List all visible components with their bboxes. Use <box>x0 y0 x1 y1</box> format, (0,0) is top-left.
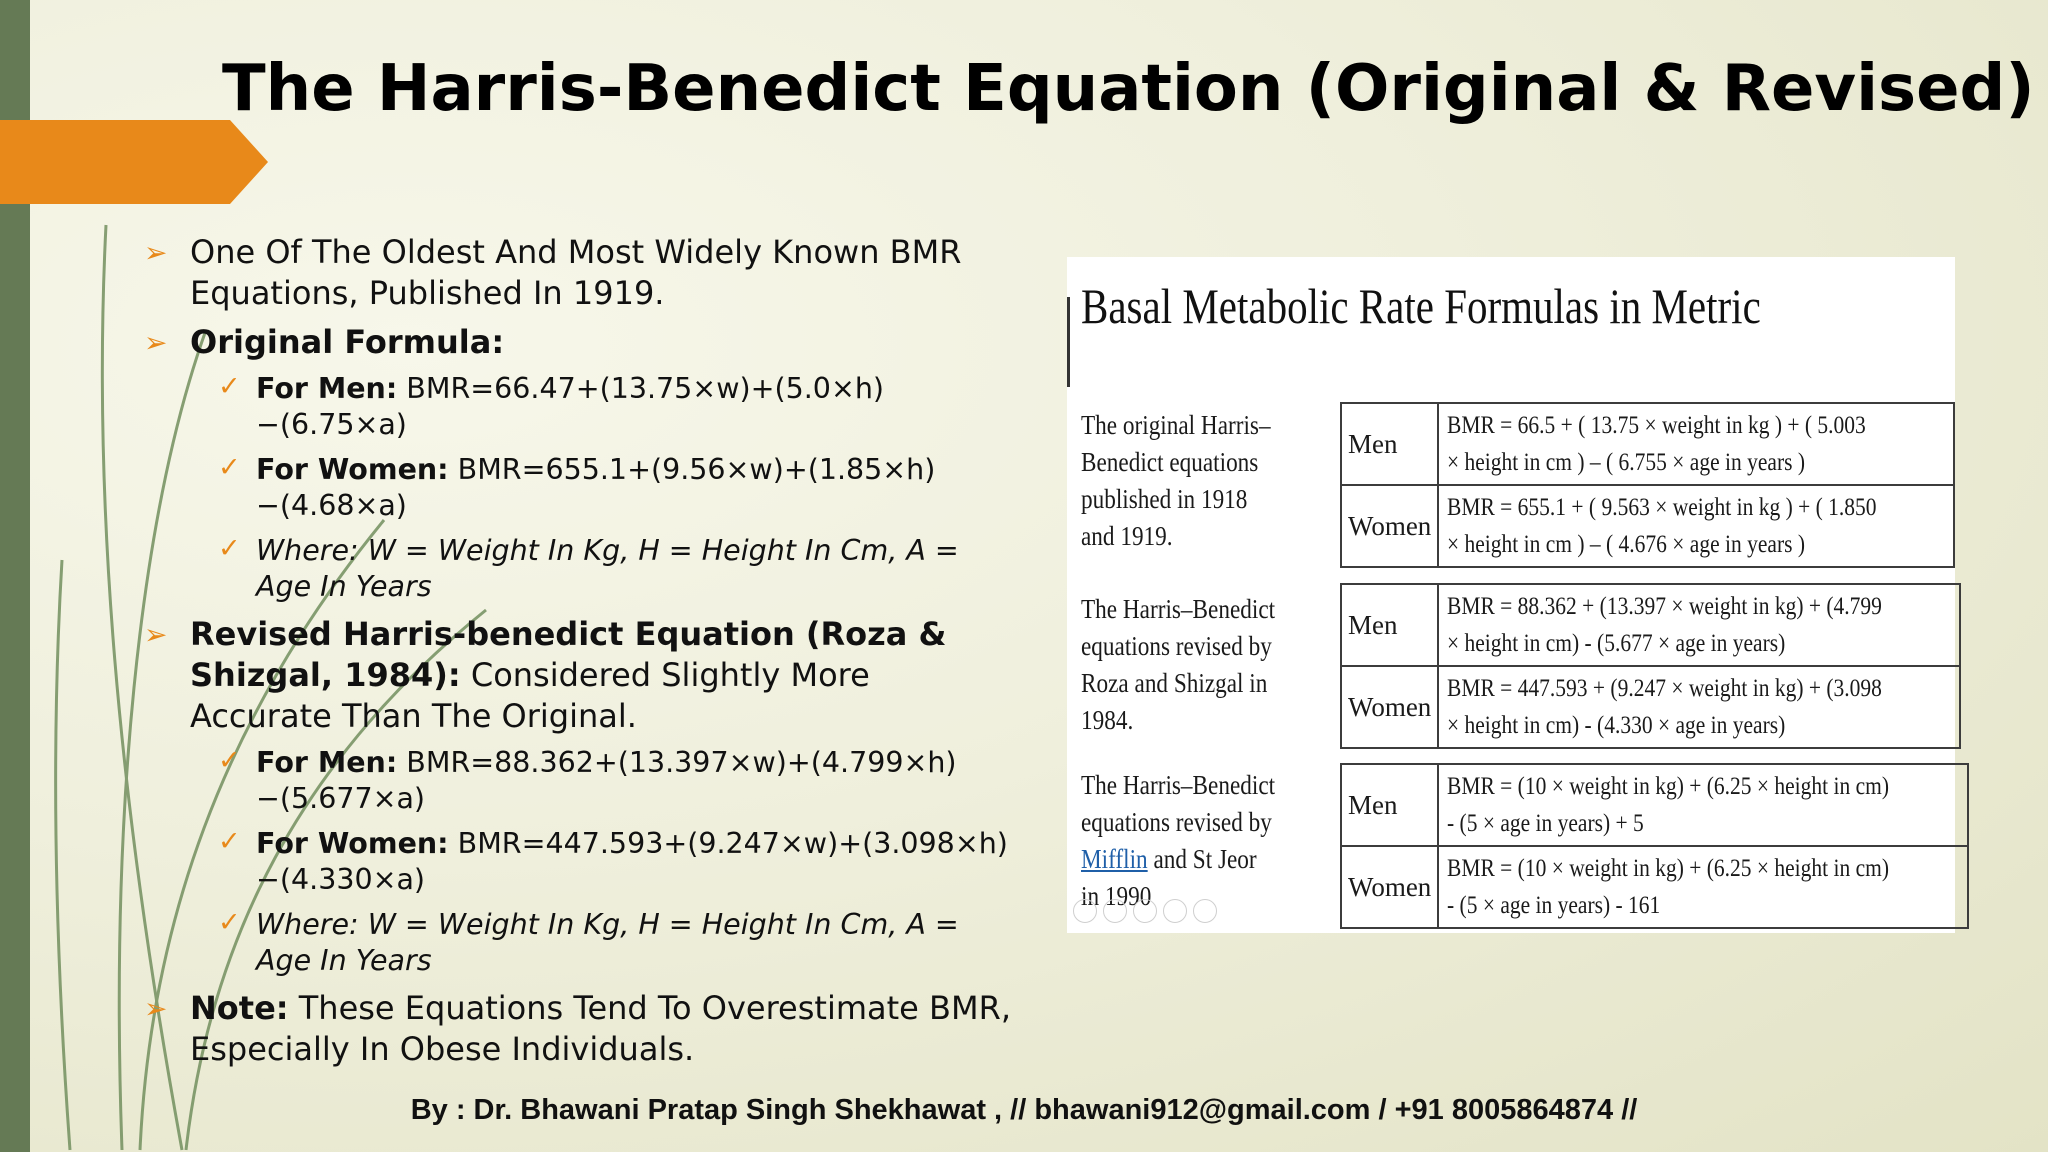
formula-cell <box>1438 764 1968 846</box>
formula-line: BMR = 655.1 + ( 9.563 × weight in kg ) + ( 1.850 <box>1447 494 1877 521</box>
revised-men-label: For Men: <box>256 746 398 779</box>
panel-title: Basal Metabolic Rate Formulas in Metric <box>1081 278 1761 334</box>
mifflin-label-pre: The Harris–Benedict equations revised by <box>1081 770 1276 837</box>
revised-women-label: For Women: <box>256 827 449 860</box>
formula-line: BMR = 88.362 + (13.397 × weight in kg) + (4.799 <box>1447 593 1883 620</box>
original-women-label: For Women: <box>256 453 449 486</box>
formula-line: × height in cm) - (4.330 × age in years) <box>1447 712 1786 739</box>
checkmark-bullet-icon: ✓ <box>218 533 241 564</box>
gender-cell: Women <box>1341 485 1438 567</box>
formula-cell <box>1438 485 1953 567</box>
footer-credit: By : Dr. Bhawani Pratap Singh Shekhawat , // bhawani912@gmail.com / +91 8005864874 // <box>410 1094 1638 1126</box>
orange-arrow-accent <box>0 120 268 204</box>
sub-bullet-original-women <box>140 452 1020 524</box>
note-label: Note: <box>190 989 289 1027</box>
table-row <box>1341 846 1968 928</box>
checkmark-bullet-icon: ✓ <box>218 826 241 857</box>
revised-women-formula: BMR=447.593+(9.247×w)+(3.098×h)−(4.330×a) <box>256 827 1008 896</box>
sub-bullet-revised-women <box>140 826 1020 898</box>
arrow-bullet-icon: ➢ <box>144 618 168 651</box>
formula-cell <box>1438 666 1960 748</box>
player-prev-icon[interactable] <box>1073 899 1097 923</box>
sub-bullet-revised-where <box>140 907 1020 979</box>
slide-title: The Harris-Benedict Equation (Original & Revised) <box>222 52 2035 126</box>
bullet-list <box>140 232 1020 1078</box>
player-slides-icon[interactable] <box>1133 899 1157 923</box>
group-label-mifflin <box>1081 767 1279 915</box>
gender-cell: Women <box>1341 666 1438 748</box>
formula-cell <box>1438 846 1968 928</box>
arrow-bullet-icon: ➢ <box>144 236 168 269</box>
revised-men-formula: BMR=88.362+(13.397×w)+(4.799×h)−(5.677×a) <box>256 746 957 815</box>
gender-cell: Women <box>1341 846 1438 928</box>
table-row <box>1341 666 1960 748</box>
table-row <box>1341 764 1968 846</box>
original-men-formula: BMR=66.47+(13.75×w)+(5.0×h)−(6.75×a) <box>256 372 885 441</box>
checkmark-bullet-icon: ✓ <box>218 371 241 402</box>
gender-cell: Men <box>1341 764 1438 846</box>
formula-line: BMR = 66.5 + ( 13.75 × weight in kg ) + ( 5.003 <box>1447 412 1867 439</box>
bullet-intro <box>140 232 1020 314</box>
revised-heading: Revised Harris-benedict Equation (Roza & Shizgal, 1984): <box>190 615 947 694</box>
formula-line: - (5 × age in years) + 5 <box>1447 810 1645 837</box>
revised-description: Considered Slightly More Accurate Than The Original. <box>190 656 870 735</box>
formula-line: BMR = (10 × weight in kg) + (6.25 × height in cm) <box>1447 773 1890 800</box>
original-women-formula: BMR=655.1+(9.56×w)+(1.85×h)−(4.68×a) <box>256 453 936 522</box>
sub-bullet-original-men <box>140 371 1020 443</box>
gender-cell: Men <box>1341 403 1438 485</box>
original-formula-heading: Original Formula: <box>190 323 505 361</box>
formula-cell <box>1438 403 1953 485</box>
sub-bullet-original-where <box>140 533 1020 605</box>
table-row <box>1341 403 1954 485</box>
gender-cell: Men <box>1341 584 1438 666</box>
bmr-formulas-image <box>1067 257 1955 933</box>
checkmark-bullet-icon: ✓ <box>218 452 241 483</box>
formula-line: × height in cm) - (5.677 × age in years) <box>1447 630 1786 657</box>
player-more-icon[interactable] <box>1193 899 1217 923</box>
original-men-label: For Men: <box>256 372 398 405</box>
formula-table-mifflin <box>1340 763 1969 929</box>
formula-line: × height in cm ) – ( 4.676 × age in years ) <box>1447 531 1806 558</box>
bullet-original-formula <box>140 322 1020 363</box>
arrow-bullet-icon: ➢ <box>144 326 168 359</box>
original-where-text: Where: W = Weight In Kg, H = Height In Cm, A = Age In Years <box>256 534 959 603</box>
formula-table-original <box>1340 402 1955 568</box>
revised-where-text: Where: W = Weight In Kg, H = Height In Cm, A = Age In Years <box>256 908 959 977</box>
sub-bullet-revised-men <box>140 745 1020 817</box>
player-pen-icon[interactable] <box>1103 899 1127 923</box>
mifflin-link[interactable]: Mifflin <box>1081 844 1148 874</box>
group-label-roza-shizgal: The Harris–Benedict equations revised by Roza and Shizgal in 1984. <box>1081 594 1276 735</box>
checkmark-bullet-icon: ✓ <box>218 745 241 776</box>
formula-line: BMR = 447.593 + (9.247 × weight in kg) + (3.098 <box>1447 675 1883 702</box>
bullet-note <box>140 988 1020 1070</box>
formula-line: × height in cm ) – ( 6.755 × age in years ) <box>1447 449 1806 476</box>
formula-line: BMR = (10 × weight in kg) + (6.25 × height in cm) <box>1447 855 1890 882</box>
player-zoom-icon[interactable] <box>1163 899 1187 923</box>
slide-player-controls <box>1073 899 1217 925</box>
formula-cell <box>1438 584 1960 666</box>
arrow-bullet-icon: ➢ <box>144 992 168 1025</box>
bullet-revised <box>140 614 1020 737</box>
mifflin-label-post: and St Jeor in 1990 <box>1081 844 1257 911</box>
table-row <box>1341 485 1954 567</box>
checkmark-bullet-icon: ✓ <box>218 907 241 938</box>
formula-line: - (5 × age in years) - 161 <box>1447 892 1661 919</box>
note-text: These Equations Tend To Overestimate BMR, Especially In Obese Individuals. <box>190 989 1011 1068</box>
formula-table-roza-shizgal <box>1340 583 1961 749</box>
group-label-original: The original Harris–Benedict equations published in 1918 and 1919. <box>1081 410 1271 551</box>
panel-edge-line <box>1067 297 1070 387</box>
bullet-intro-text: One Of The Oldest And Most Widely Known BMR Equations, Published In 1919. <box>190 233 962 312</box>
table-row <box>1341 584 1960 666</box>
